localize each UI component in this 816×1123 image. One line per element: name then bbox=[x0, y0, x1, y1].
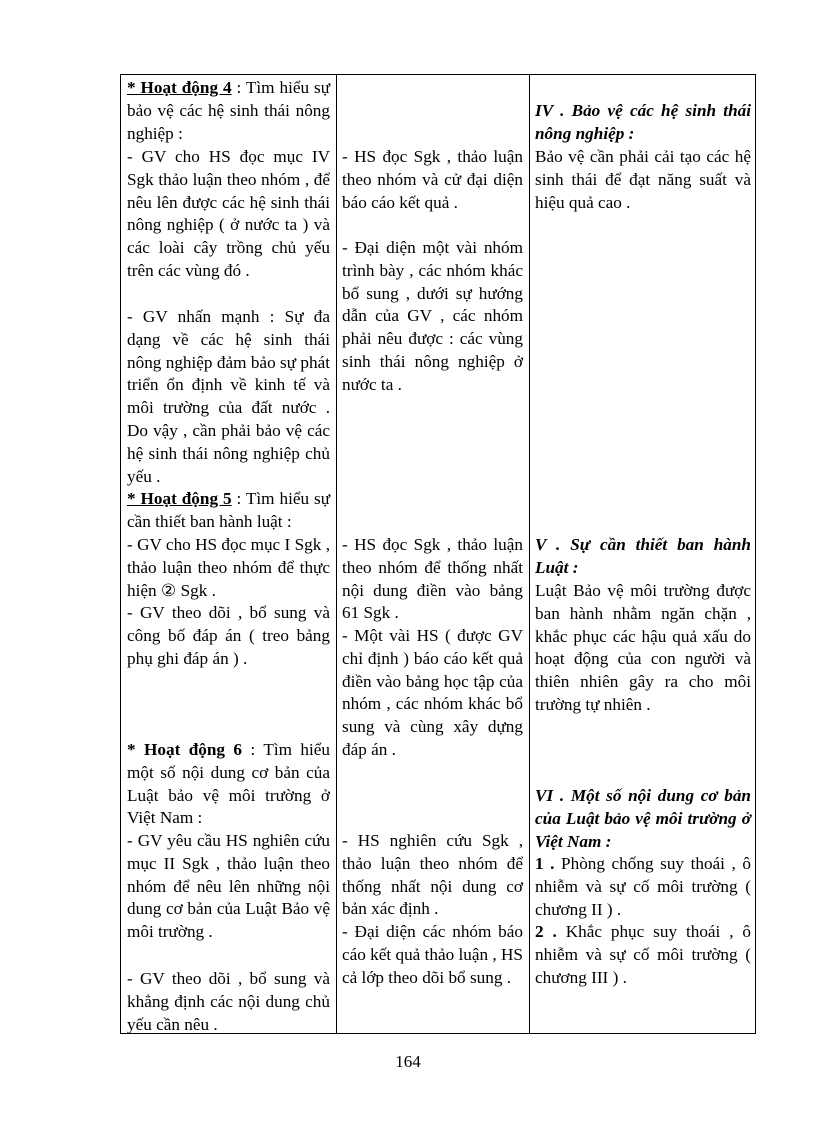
activity-5-student-step-2: - Một vài HS ( được GV chỉ định ) báo cáo kết quả điền vào bảng học tập của nhóm , các nhóm khác bổ sung và cùng xây dựng đáp án . bbox=[342, 626, 523, 759]
activity-4-heading bbox=[127, 77, 330, 145]
activity-4-teacher-step-1: - GV cho HS đọc mục IV Sgk thảo luận theo nhóm , để nêu lên được các hệ sinh thái nông nghiệp ( ở nước ta ) và các loài cây trồng chủ yếu trên các vùng đó . bbox=[127, 147, 330, 280]
activity-6-teacher-step-1: - GV yêu cầu HS nghiên cứu mục II Sgk , thảo luận theo nhóm để nêu lên những nội dung cơ bản của Luật Bảo vệ môi trường . bbox=[127, 831, 330, 942]
activity-5-student-step-1: - HS đọc Sgk , thảo luận theo nhóm để thống nhất nội dung điền vào bảng 61 Sgk . bbox=[342, 535, 523, 623]
section-4-title: IV . Bảo vệ các hệ sinh thái nông nghiệp : bbox=[535, 101, 751, 143]
activity-5-heading bbox=[127, 488, 330, 534]
section-6-item-2 bbox=[535, 921, 751, 989]
activity-6-student-step-1: - HS nghiên cứu Sgk , thảo luận theo nhóm để thống nhất nội dung cơ bản xác định . bbox=[342, 831, 523, 919]
lesson-table bbox=[120, 74, 756, 1034]
activity-4-title: : Tìm hiểu sự bảo vệ các hệ sinh thái nông nghiệp : bbox=[127, 78, 331, 143]
section-6-title: VI . Một số nội dung cơ bản của Luật bảo vệ môi trường ở Việt Nam : bbox=[535, 786, 751, 851]
activity-5-label: * Hoạt động 5 bbox=[127, 489, 232, 508]
activity-6-heading bbox=[127, 739, 330, 830]
item-text: Phòng chống suy thoái , ô nhiễm và sự cố môi trường ( chương II ) . bbox=[535, 854, 751, 919]
page-number: 164 bbox=[395, 1052, 421, 1071]
column-divider bbox=[336, 75, 337, 1033]
activity-4-label: * Hoạt động 4 bbox=[127, 78, 232, 97]
section-5-body: Luật Bảo vệ môi trường được ban hành nhằm ngăn chặn , khắc phục các hậu quả xấu do hoạt động của con người và thiên nhiên gây ra cho môi trường tự nhiên . bbox=[535, 581, 751, 714]
item-number: 2 . bbox=[535, 922, 557, 941]
column-divider bbox=[529, 75, 530, 1033]
activity-6-teacher-step-2: - GV theo dõi , bổ sung và khẳng định các nội dung chủ yếu cần nêu . bbox=[127, 969, 330, 1034]
activity-5-teacher-step-2: - GV theo dõi , bổ sung và công bố đáp án ( treo bảng phụ ghi đáp án ) . bbox=[127, 603, 330, 668]
activity-6-title: : Tìm hiểu một số nội dung cơ bản của Luật bảo vệ môi trường ở Việt Nam : bbox=[127, 740, 330, 828]
item-text: Khắc phục suy thoái , ô nhiễm và sự cố môi trường ( chương III ) . bbox=[535, 922, 752, 987]
section-5-title: V . Sự cần thiết ban hành Luật : bbox=[535, 535, 751, 577]
section-6-item-1 bbox=[535, 853, 751, 921]
activity-4-student-step-1: - HS đọc Sgk , thảo luận theo nhóm và cử đại diện báo cáo kết quả . bbox=[342, 147, 523, 212]
activity-4-teacher-step-2: - GV nhấn mạnh : Sự đa dạng về các hệ sinh thái nông nghiệp đảm bảo sự phát triển ổn định về kinh tế và môi trường của đất nước . Do vậy , cần phải bảo vệ các hệ sinh thái nông nghiệp chủ yếu . bbox=[127, 307, 330, 486]
section-4-body: Bảo vệ cần phải cải tạo các hệ sinh thái để đạt năng suất và hiệu quả cao . bbox=[535, 147, 751, 212]
activity-5-teacher-step-1: - GV cho HS đọc mục I Sgk , thảo luận theo nhóm để thực hiện ② Sgk . bbox=[127, 535, 330, 600]
activity-4-student-step-2: - Đại diện một vài nhóm trình bày , các nhóm khác bổ sung , dưới sự hướng dẫn của GV , các nhóm phải nêu được : các vùng sinh thái nông nghiệp ở nước ta . bbox=[342, 238, 523, 394]
activity-5-title: : Tìm hiểu sự cần thiết ban hành luật : bbox=[127, 489, 331, 531]
item-number: 1 . bbox=[535, 854, 555, 873]
activity-6-label: * Hoạt động 6 bbox=[127, 740, 243, 759]
activity-6-student-step-2: - Đại diện các nhóm báo cáo kết quả thảo luận , HS cả lớp theo dõi bổ sung . bbox=[342, 922, 523, 987]
